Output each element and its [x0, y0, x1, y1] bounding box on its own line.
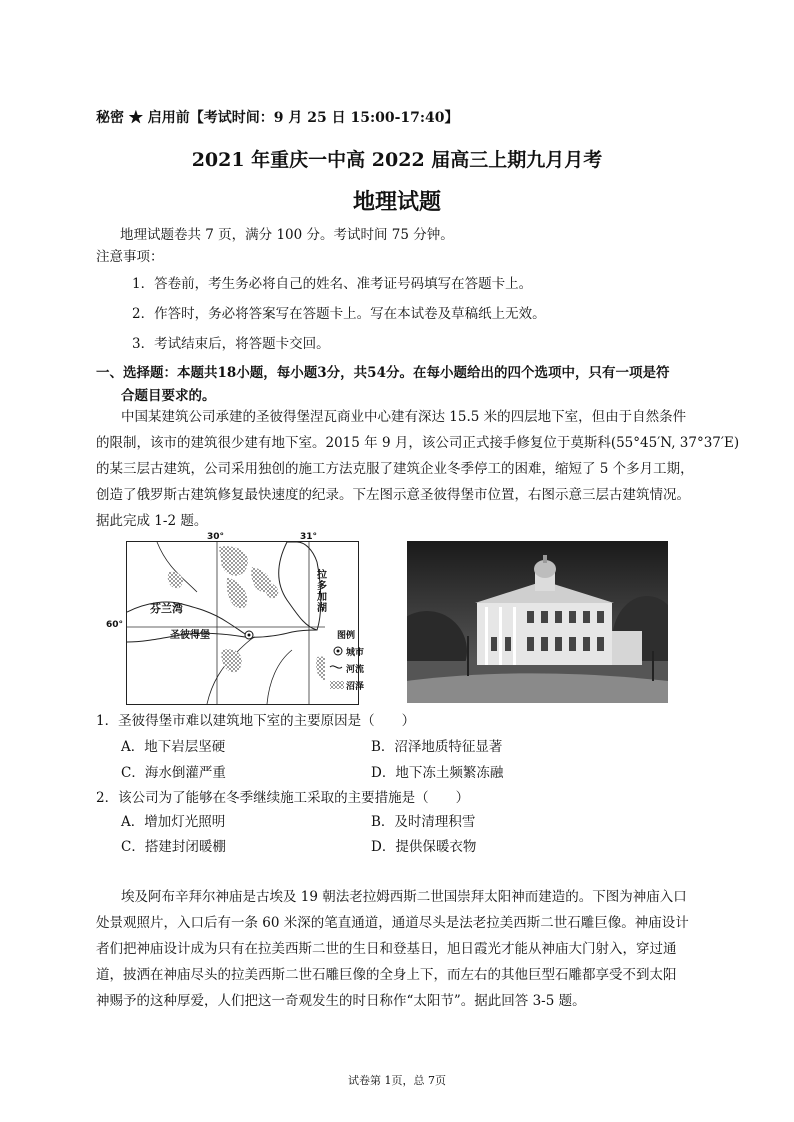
legend-city-label: 城市	[346, 648, 365, 658]
note-item: 3．考试结束后，将答题卡交回。	[132, 336, 330, 352]
section-heading-cont: 合题目要求的。	[121, 388, 216, 404]
passage-line: 埃及阿布辛拜尔神庙是古埃及 19 朝法老拉姆西斯二世国崇拜太阳神而建造的。下图为神庙入口	[121, 889, 687, 905]
city-marker-dot	[248, 634, 251, 637]
swamp-area	[227, 577, 248, 608]
building-illustration	[407, 541, 668, 703]
notes-heading: 注意事项：	[96, 249, 164, 265]
question-option: D．提供保暖衣物	[371, 839, 477, 855]
passage-line: 创造了俄罗斯古建筑修复最快速度的纪录。下左图示意圣彼得堡市位置，右图示意三层古建筑情况。	[96, 487, 690, 503]
city-label: 圣彼得堡	[170, 630, 210, 641]
river	[267, 650, 292, 704]
question-option: A．增加灯光照明	[121, 814, 226, 830]
passage-line: 的限制，该市的建筑很少建有地下室。2015 年 9 月，该公司正式接手修复位于莫斯科(55°45′N, 37°37′E)	[96, 435, 740, 451]
st-petersburg-map	[126, 541, 365, 705]
question-option: C．海水倒灌严重	[121, 765, 226, 781]
legend-swamp-label: 沼泽	[346, 682, 365, 692]
page-footer: 试卷第 1页，总 7页	[348, 1074, 446, 1087]
note-item: 2．作答时，务必将答案写在答题卡上。写在本试卷及草稿纸上无效。	[132, 306, 546, 322]
legend-swamp-icon	[330, 681, 344, 689]
exam-title: 2021 年重庆一中高 2022 届高三上期九月月考	[191, 149, 603, 171]
question-stem: 2．该公司为了能够在冬季继续施工采取的主要措施是（ ）	[96, 790, 470, 806]
lake-outline	[279, 542, 321, 630]
longitude-label-30: 30°	[207, 532, 225, 542]
question-option: A．地下岩层坚硬	[121, 739, 226, 755]
passage-line: 道，披洒在神庙尽头的拉美西斯二世石雕巨像的全身上下，而左右的其他巨型石雕都享受不到太阳	[96, 967, 677, 983]
swamp-area	[168, 572, 183, 589]
neva-river	[245, 630, 317, 637]
passage-line: 据此完成 1-2 题。	[96, 513, 208, 529]
latitude-label-60: 60°	[106, 620, 124, 630]
passage-line: 的某三层古建筑，公司采用独创的施工方法克服了建筑企业冬季停工的困难，缩短了 5 个多月工期，	[96, 461, 694, 477]
question-option: B．及时清理积雪	[371, 814, 476, 830]
swamp-area	[222, 649, 242, 672]
passage-line: 神赐予的这种厚爱，人们把这一奇观发生的时日称作“太阳节”。据此回答 3-5 题。	[96, 993, 586, 1009]
question-stem: 1．圣彼得堡市难以建筑地下室的主要原因是（ ）	[96, 713, 416, 729]
question-option: D．地下冻土频繁冻融	[371, 765, 504, 781]
passage-line: 处景观照片，入口后有一条 60 米深的笔直通道，通道尽头是法老拉美西斯二世石雕巨像。神庙设计	[96, 915, 689, 931]
swamp-area	[219, 546, 248, 575]
map-drawing	[127, 542, 358, 704]
note-item: 1．答卷前，考生务必将自己的姓名、准考证号码填写在答题卡上。	[132, 276, 533, 292]
gulf-label: 芬兰湾	[150, 602, 183, 615]
passage-line: 中国某建筑公司承建的圣彼得堡涅瓦商业中心建有深达 15.5 米的四层地下室，但由于自然条件	[121, 409, 687, 425]
historic-building-photo	[407, 541, 668, 703]
question-option: C．搭建封闭暖棚	[121, 839, 226, 855]
legend-title: 图例	[337, 631, 356, 641]
lake-label: 拉多加湖	[317, 570, 327, 614]
legend-river-label: 河流	[346, 665, 365, 675]
passage-line: 者们把神庙设计成为只有在拉美西斯二世的生日和登基日，旭日霞光才能从神庙大门射入，穿过通	[96, 941, 677, 957]
secret-line: 秘密 ★ 启用前【考试时间：9 月 25 日 15:00-17:40】	[96, 110, 459, 126]
swamp-area	[265, 582, 278, 598]
legend-city-dot	[337, 650, 340, 653]
intro-text: 地理试题卷共 7 页，满分 100 分。考试时间 75 分钟。	[120, 227, 454, 243]
section-heading: 一、选择题：本题共18小题，每小题3分，共54分。在每小题给出的四个选项中，只有一项是符	[96, 365, 670, 381]
question-option: B．沼泽地质特征显著	[371, 739, 503, 755]
longitude-label-31: 31°	[300, 532, 318, 542]
subject-title: 地理试题	[352, 189, 441, 215]
